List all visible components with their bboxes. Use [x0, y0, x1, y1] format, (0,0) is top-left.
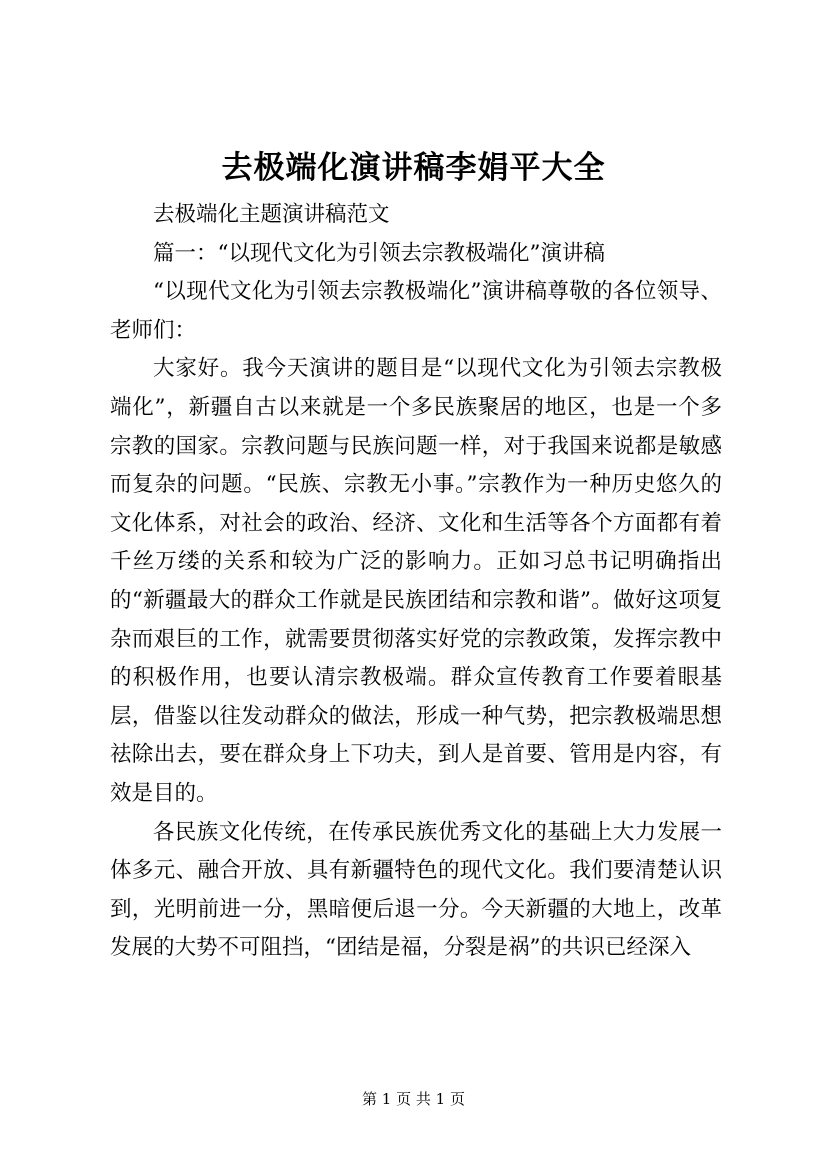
page-footer: 第 1 页 共 1 页 — [362, 1090, 465, 1108]
body-paragraph-2: 各民族文化传统，在传承民族优秀文化的基础上大力发展一体多元、融合开放、具有新疆特色的现代文化。我们要清楚认识到，光明前进一分，黑暗便后退一分。今天新疆的大地上，改革发展的大势不可阻挡，“团结是福，分裂是祸”的共识已经深入 — [110, 819, 722, 961]
document-title: 去极端化演讲稿李娟平大全 — [221, 150, 606, 186]
body-paragraph-1: 大家好。我今天演讲的题目是“以现代文化为引领去宗教极端化”，新疆自古以来就是一个多民族聚居的地区，也是一个多宗教的国家。宗教问题与民族问题一样，对于我国来说都是敏感而复杂的问题。“民族、宗教无小事。”宗教作为一种历史悠久的文化体系，对社会的政治、经济、文化和生活等各个方面都有着千丝万缕的关系和较为广泛的影响力。正如习总书记明确指出的“新疆最大的群众工作就是民族团结和宗教和谐”。做好这项复杂而艰巨的工作，就需要贯彻落实好党的宗教政策，发挥宗教中的积极作用，也要认清宗教极端。群众宣传教育工作要着眼基层，借鉴以往发动群众的做法，形成一种气势，把宗教极端思想祛除出去，要在群众身上下功夫，到人是首要、管用是内容，有效是目的。 — [110, 356, 722, 806]
document-body — [110, 196, 722, 968]
section-heading-paragraph: 篇一：“以现代文化为引领去宗教极端化”演讲稿 — [153, 240, 605, 266]
subtitle-paragraph: 去极端化主题演讲稿范文 — [153, 202, 390, 227]
salutation-paragraph: “以现代文化为引领去宗教极端化”演讲稿尊敬的各位领导、老师们： — [110, 279, 722, 343]
